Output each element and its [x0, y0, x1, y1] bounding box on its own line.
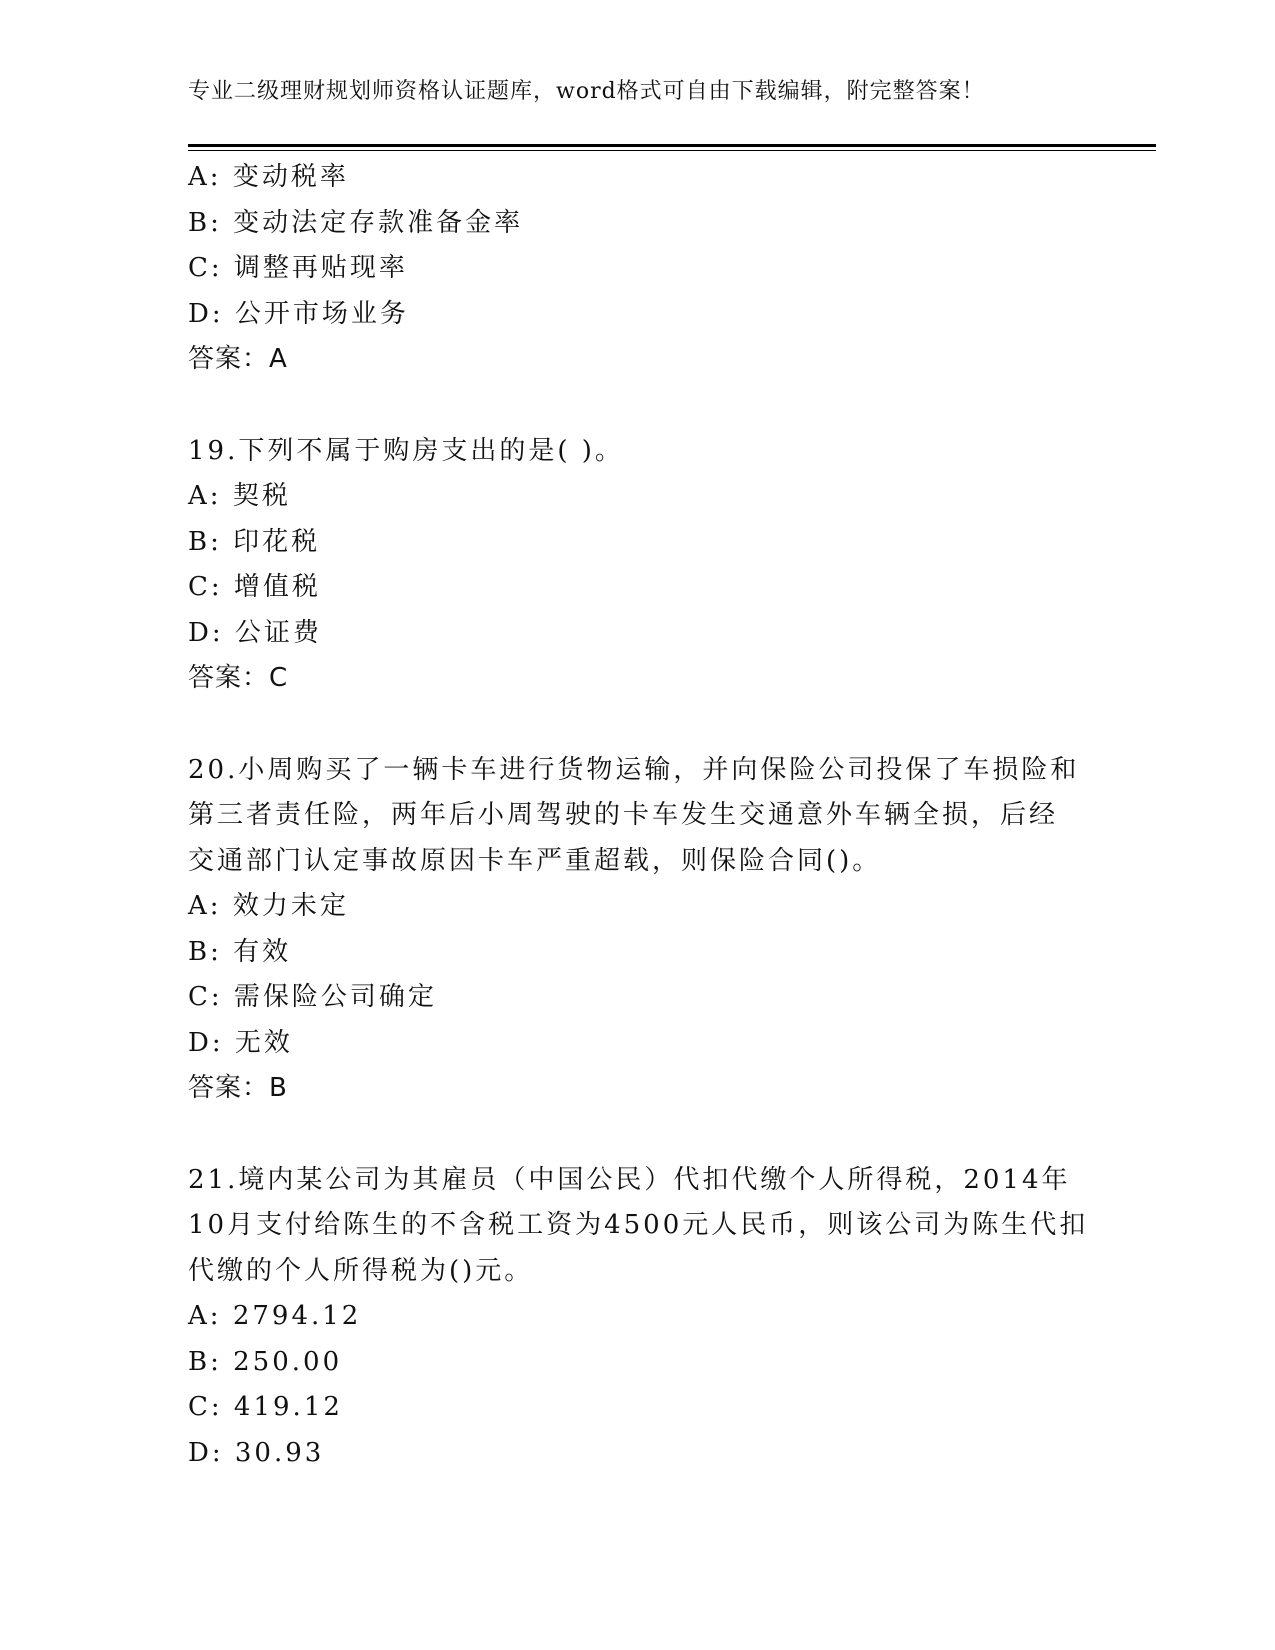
question-text: 代缴的个人所得税为()元。 [188, 1255, 534, 1286]
option-a: A: 效力未定 [188, 891, 349, 921]
option-a: A: 变动税率 [188, 162, 349, 192]
option-c: C: 调整再贴现率 [188, 253, 408, 283]
answer-label: 答案：A [188, 344, 288, 374]
option-c: C: 需保险公司确定 [188, 982, 437, 1012]
question-21 [188, 1158, 1088, 1477]
answer-label: 答案：C [188, 663, 289, 693]
header-rule-thick [188, 144, 1156, 147]
question-text: 交通部门认定事故原因卡车严重超载，则保险合同()。 [188, 845, 882, 876]
question-19 [188, 429, 1088, 702]
question-text: 第三者责任险，两年后小周驾驶的卡车发生交通意外车辆全损，后经 [188, 800, 1059, 830]
question-text: 20.小周购买了一辆卡车进行货物运输，并向保险公司投保了车损险和 [188, 754, 1080, 785]
question-text: 21.境内某公司为其雇员（中国公民）代扣代缴个人所得税，2014年 [188, 1164, 1071, 1195]
option-d: D: 无效 [188, 1027, 293, 1058]
document-body [188, 155, 1088, 1476]
page-header: 专业二级理财规划师资格认证题库，word格式可自由下载编辑，附完整答案！ [188, 79, 985, 104]
option-b: B: 印花税 [188, 526, 321, 557]
header-rule-thin [188, 150, 1156, 151]
option-b: B: 有效 [188, 936, 292, 967]
option-a: A: 契税 [188, 481, 291, 511]
option-d: D: 30.93 [188, 1437, 325, 1468]
option-c: C: 增值税 [188, 572, 321, 602]
option-b: B: 变动法定存款准备金率 [188, 207, 524, 238]
question-20 [188, 748, 1088, 1112]
option-a: A: 2794.12 [188, 1301, 362, 1331]
answer-label: 答案：B [188, 1073, 288, 1103]
question-text: 10月支付给陈生的不含税工资为4500元人民币，则该公司为陈生代扣 [188, 1210, 1089, 1240]
option-d: D: 公证费 [188, 617, 322, 648]
question-text: 19.下列不属于购房支出的是( )。 [188, 435, 624, 466]
option-d: D: 公开市场业务 [188, 298, 409, 329]
question-18-options [188, 155, 1088, 383]
option-c: C: 419.12 [188, 1392, 343, 1422]
option-b: B: 250.00 [188, 1346, 343, 1377]
